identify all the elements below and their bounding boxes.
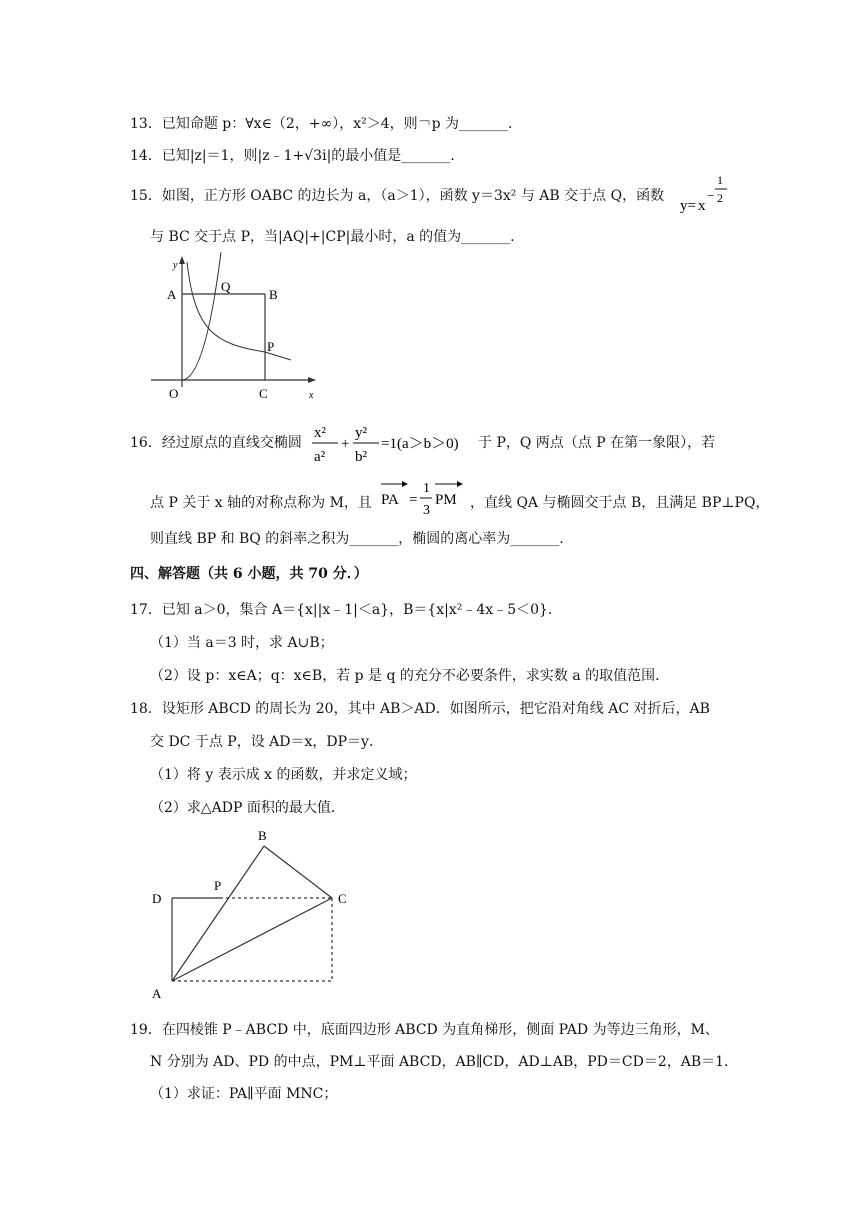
question-17-part1 — [150, 634, 334, 652]
question-15-text-1: 15．如图，正方形 OABC 的边长为 a，（a＞1），函数 y＝3x² 与 AB 交于点 Q，函数 — [130, 188, 665, 204]
label-a: A — [167, 287, 177, 302]
question-17-part2-text: （2）设 p：x∈A；q：x∈B，若 p 是 q 的充分不必要条件，求实数 a 的取值范围． — [150, 668, 670, 684]
label-o: O — [169, 386, 179, 401]
question-14 — [130, 147, 455, 165]
vector-equation — [378, 474, 470, 524]
question-16-text-1b: 于 P，Q 两点（点 P 在第一象限），若 — [478, 435, 716, 451]
vec-pm-arrow-head — [457, 481, 463, 487]
formula-y: y= — [680, 198, 696, 214]
ellipse-equation — [310, 418, 478, 468]
folded-rectangle-figure — [140, 826, 370, 1002]
label-b-fold: B — [258, 828, 267, 843]
label-y-axis: y — [173, 260, 178, 271]
power-function-formula — [678, 172, 738, 216]
ellipse-condition: =1(a＞b＞0) — [381, 436, 459, 452]
question-18-part1 — [150, 766, 417, 784]
ellipse-plus: + — [341, 436, 350, 452]
label-c-fold: C — [338, 891, 347, 906]
question-13-text: 13．已知命题 p：∀x∈（2，+∞），x²＞4，则￢p 为_______. — [130, 116, 513, 132]
question-18-part1-text: （1）将 y 表示成 x 的函数，并求定义域； — [150, 767, 417, 783]
question-16-line1-b — [478, 434, 715, 452]
label-c: C — [259, 386, 268, 401]
question-15-text-2: 与 BC 交于点 P，当|AQ|+|CP|最小时，a 的值为_______. — [150, 229, 515, 245]
folded-side-bc — [264, 846, 332, 898]
question-19-stem2 — [150, 1053, 738, 1071]
question-14-text: 14．已知|z|＝1，则|z﹣1+√3i|的最小值是_______. — [130, 148, 455, 164]
label-p-fold: P — [214, 878, 222, 893]
x-axis-arrow — [308, 377, 316, 383]
label-b: B — [269, 287, 278, 302]
vec-pm: PM — [435, 492, 457, 508]
diagonal-ac — [172, 898, 332, 981]
question-18-text-1: 18．设矩形 ABCD 的周长为 20，其中 AB＞AD．如图所示，把它沿对角线 AC 对折后，AB — [130, 701, 710, 717]
question-17-stem — [130, 601, 562, 619]
question-17-part1-text: （1）当 a＝3 时，求 A∪B； — [150, 635, 334, 651]
label-x-axis: x — [309, 390, 314, 401]
label-d-fold: D — [152, 891, 162, 906]
question-18-text-2: 交 DC 于点 P，设 AD＝x，DP＝y． — [150, 734, 383, 750]
question-18-stem2 — [150, 733, 383, 751]
question-19-stem1 — [130, 1021, 719, 1039]
question-17-text: 17．已知 a＞0，集合 A＝{x||x﹣1|＜a}，B＝{x|x²﹣4x﹣5＜0}． — [130, 602, 562, 618]
vec-pa: PA — [381, 492, 399, 508]
label-p: P — [267, 339, 275, 354]
question-16-text-2a: 点 P 关于 x 轴的对称点称为 M，且 — [150, 495, 372, 511]
question-18-part2-text: （2）求△ADP 面积的最大值． — [150, 800, 345, 816]
formula-exp-minus: − — [707, 188, 715, 203]
question-17-part2 — [150, 667, 669, 685]
vec-pa-arrow-head — [402, 481, 408, 487]
question-19-text-1: 19．在四棱锥 P﹣ABCD 中，底面四边形 ABCD 为直角梯形，侧面 PAD 为等边三角形，M、 — [130, 1022, 719, 1038]
power-curve — [187, 262, 291, 360]
question-16-text-3: 则直线 BP 和 BQ 的斜率之积为_______，椭圆的离心率为_______. — [150, 531, 564, 547]
question-16-text-2b: ，直线 QA 与椭圆交于点 B，且满足 BP⊥PQ， — [470, 495, 770, 511]
y-axis-arrow — [179, 256, 185, 264]
question-15-line1 — [130, 187, 664, 205]
label-q: Q — [221, 279, 231, 294]
square-function-figure — [145, 252, 325, 402]
ellipse-x-num: x² — [314, 425, 326, 441]
formula-exp-num: 1 — [717, 173, 723, 187]
question-18-stem1 — [130, 700, 710, 718]
question-19-part1 — [150, 1085, 337, 1103]
question-16-line2-a — [150, 494, 372, 512]
ellipse-y-den: b² — [355, 449, 367, 465]
question-19-text-2: N 分别为 AD、PD 的中点，PM⊥平面 ABCD，AB∥CD，AD⊥AB，PD＝CD＝2，AB＝1． — [150, 1054, 739, 1070]
question-18-part2 — [150, 799, 345, 817]
section-title — [130, 565, 368, 583]
formula-exp-den: 2 — [717, 191, 723, 205]
question-16-line1-a — [130, 434, 302, 452]
ellipse-y-num: y² — [355, 425, 367, 441]
folded-side-ab — [172, 846, 264, 981]
vec-equals: = — [409, 492, 418, 508]
question-19-part1-text: （1）求证：PA∥平面 MNC； — [150, 1086, 338, 1102]
ellipse-x-den: a² — [314, 449, 326, 465]
section-4-title: 四、解答题（共 6 小题，共 70 分．） — [130, 566, 368, 582]
coef-den: 3 — [423, 503, 430, 518]
question-16-text-1a: 16．经过原点的直线交椭圆 — [130, 435, 302, 451]
label-a-fold: A — [152, 986, 162, 1001]
question-13 — [130, 115, 513, 133]
question-16-line2-b — [470, 494, 769, 512]
formula-x: x — [698, 198, 706, 214]
question-15-line2 — [150, 228, 515, 246]
question-16-line3 — [150, 530, 564, 548]
coef-num: 1 — [423, 481, 430, 496]
